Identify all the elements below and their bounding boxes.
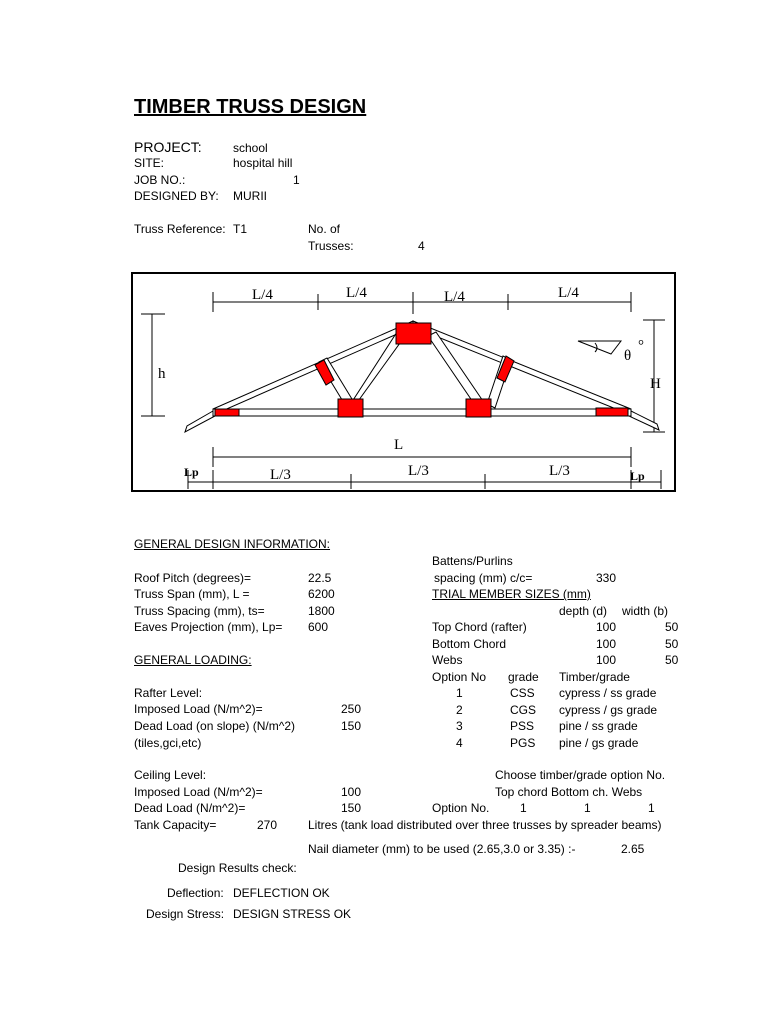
choose-bottom-chord-value[interactable]: 1 [584, 801, 591, 815]
battens-label-1: Battens/Purlins [432, 554, 513, 568]
right-heel-connector [596, 408, 628, 416]
option-header-grade: grade [508, 670, 539, 684]
option-header-no: Option No [432, 670, 487, 684]
width-header: width (b) [622, 604, 669, 618]
choose-column-headers: Top chord Bottom ch. Webs [495, 785, 643, 799]
page-title: TIMBER TRUSS DESIGN [134, 96, 367, 118]
depth-webs: 100 [596, 653, 617, 667]
right-eaves-label: Lp [630, 469, 645, 483]
apex-connector [396, 323, 431, 344]
tiles-note: (tiles,gci,etc) [134, 736, 202, 750]
option-desc-4: pine / gs grade [559, 736, 639, 750]
left-joint-connector [338, 399, 363, 417]
info-value-pitch: 22.5 [308, 571, 332, 585]
option-grade-2: CGS [510, 703, 537, 717]
right-joint-connector [466, 399, 491, 417]
option-desc-2: cypress / gs grade [559, 703, 658, 717]
ceiling-level-label: Ceiling Level: [134, 768, 207, 782]
degree-mark: ° [638, 338, 644, 354]
option-no-1: 1 [456, 686, 463, 700]
choose-option-label: Option No. [432, 801, 490, 815]
width-bottom-chord: 50 [665, 637, 679, 651]
rafter-level-label: Rafter Level: [134, 686, 203, 700]
right-height-label: H [650, 376, 661, 392]
truss-count-label-2: Trusses: [308, 239, 354, 253]
width-webs: 50 [665, 653, 679, 667]
truss-count-label-1: No. of [308, 222, 341, 236]
bottom-label-1: L/3 [270, 467, 291, 483]
truss-diagram [131, 272, 676, 492]
designer-value: MURII [233, 189, 267, 203]
member-webs: Webs [432, 653, 463, 667]
depth-bottom-chord: 100 [596, 637, 617, 651]
option-no-4: 4 [456, 736, 463, 750]
info-label-pitch: Roof Pitch (degrees)= [134, 571, 252, 585]
ceiling-imposed-label: Imposed Load (N/m^2)= [134, 785, 263, 799]
right-rafter [413, 321, 631, 415]
left-heel-connector [215, 409, 239, 416]
bottom-label-3: L/3 [549, 463, 570, 479]
deflection-label: Deflection: [167, 886, 224, 900]
site-value: hospital hill [233, 156, 293, 170]
job-value: 1 [293, 173, 300, 187]
truss-count-value: 4 [418, 239, 425, 253]
loading-heading: GENERAL LOADING: [134, 653, 252, 667]
designer-label: DESIGNED BY: [134, 189, 219, 203]
imposed-load-value: 250 [341, 702, 362, 716]
pitch-triangle [578, 341, 621, 354]
width-top-chord: 50 [665, 620, 679, 634]
left-eaves-label: Lp [184, 465, 199, 479]
site-label: SITE: [134, 156, 165, 170]
info-value-span: 6200 [308, 587, 335, 601]
tank-capacity-label: Tank Capacity= [134, 818, 217, 832]
ceiling-dead-value: 150 [341, 801, 362, 815]
design-stress-label: Design Stress: [146, 907, 225, 921]
truss-reference-value: T1 [233, 222, 248, 236]
top-label-1: L/4 [252, 287, 273, 303]
option-desc-3: pine / ss grade [559, 719, 638, 733]
info-label-eaves: Eaves Projection (mm), Lp= [134, 620, 283, 634]
info-value-spacing: 1800 [308, 604, 335, 618]
member-bottom-chord: Bottom Chord [432, 637, 507, 651]
left-height-label: h [158, 366, 166, 382]
truss-reference-label: Truss Reference: [134, 222, 226, 236]
nail-diameter-value[interactable]: 2.65 [621, 842, 645, 856]
top-label-4: L/4 [558, 285, 579, 301]
bottom-label-2: L/3 [408, 463, 429, 479]
ceiling-dead-label: Dead Load (N/m^2)= [134, 801, 246, 815]
option-no-3: 3 [456, 719, 463, 733]
job-label: JOB NO.: [134, 173, 186, 187]
dead-load-label: Dead Load (on slope) (N/m^2) [134, 719, 296, 733]
choose-top-chord-value[interactable]: 1 [520, 801, 527, 815]
left-eave [185, 411, 215, 432]
nail-diameter-label: Nail diameter (mm) to be used (2.65,3.0 or 3.35) :- [308, 842, 576, 856]
results-heading: Design Results check: [178, 861, 297, 875]
top-label-3: L/4 [444, 289, 465, 305]
top-label-2: L/4 [346, 285, 367, 301]
imposed-load-label: Imposed Load (N/m^2)= [134, 702, 263, 716]
bottom-chord [213, 409, 631, 416]
battens-value: 330 [596, 571, 617, 585]
option-grade-4: PGS [510, 736, 536, 750]
member-top-chord: Top Chord (rafter) [432, 620, 527, 634]
span-label: L [394, 437, 404, 453]
option-grade-1: CSS [510, 686, 535, 700]
option-grade-3: PSS [510, 719, 535, 733]
ceiling-imposed-value: 100 [341, 785, 362, 799]
tank-note: Litres (tank load distributed over three trusses by spreader beams) [308, 818, 662, 832]
left-rafter [213, 321, 413, 415]
choose-webs-value[interactable]: 1 [648, 801, 655, 815]
info-label-spacing: Truss Spacing (mm), ts= [134, 604, 265, 618]
depth-top-chord: 100 [596, 620, 617, 634]
option-header-timber: Timber/grade [559, 670, 630, 684]
project-value: school [233, 141, 268, 155]
battens-label-2: spacing (mm) c/c= [434, 571, 533, 585]
trial-sizes-heading: TRIAL MEMBER SIZES (mm) [432, 587, 591, 601]
info-label-span: Truss Span (mm), L = [134, 587, 250, 601]
option-no-2: 2 [456, 703, 463, 717]
option-desc-1: cypress / ss grade [559, 686, 657, 700]
choose-heading: Choose timber/grade option No. [495, 768, 666, 782]
truss-drawing [133, 274, 674, 490]
tank-capacity-value: 270 [257, 818, 278, 832]
deflection-result: DEFLECTION OK [233, 886, 330, 900]
project-label: PROJECT: [134, 139, 202, 155]
angle-label: θ [624, 348, 632, 364]
general-info-heading: GENERAL DESIGN INFORMATION: [134, 537, 331, 551]
info-value-eaves: 600 [308, 620, 329, 634]
design-stress-result: DESIGN STRESS OK [233, 907, 352, 921]
depth-header: depth (d) [559, 604, 608, 618]
dead-load-value: 150 [341, 719, 362, 733]
